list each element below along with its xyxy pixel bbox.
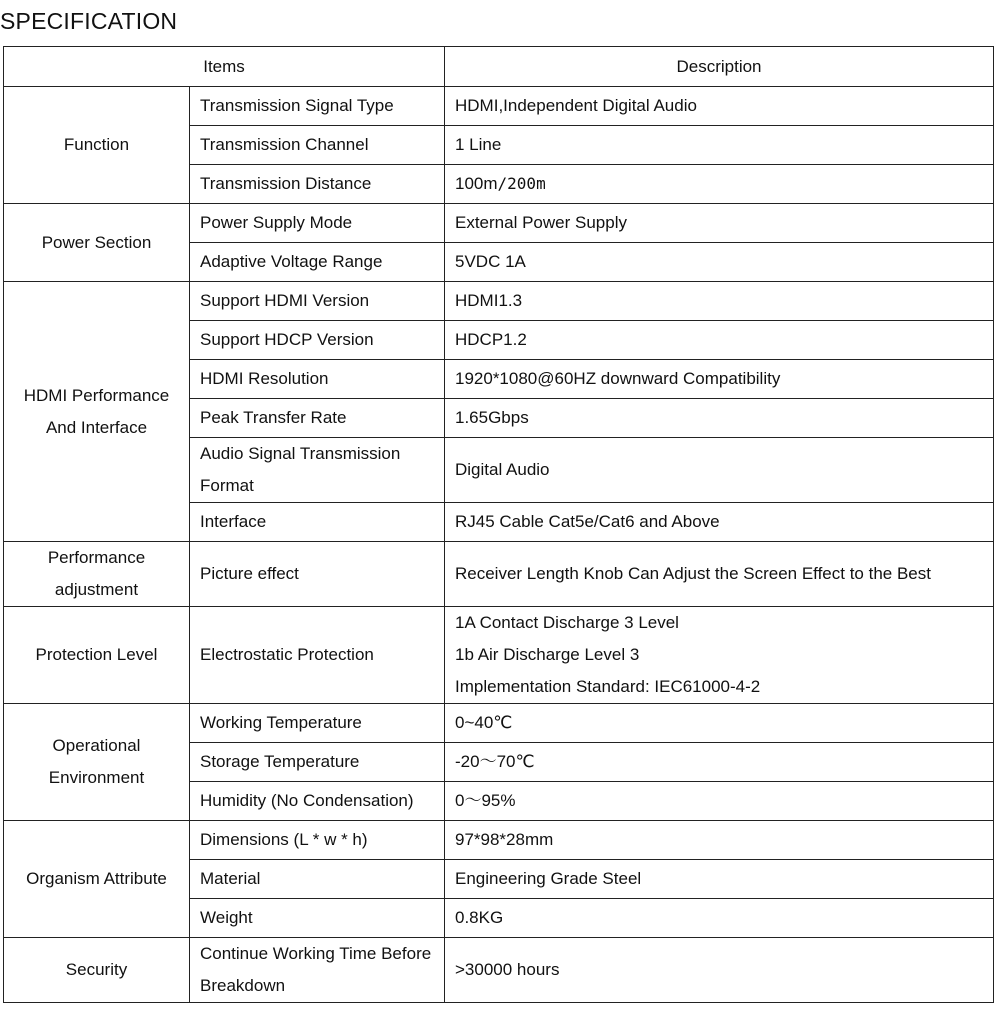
description-line: HDMI,Independent Digital Audio: [455, 96, 697, 115]
item-cell: Adaptive Voltage Range: [190, 243, 445, 282]
item-cell: Storage Temperature: [190, 743, 445, 782]
category-cell: Security: [4, 938, 190, 1003]
description-line: -20～70℃: [455, 752, 535, 771]
description-header: Description: [445, 47, 994, 87]
table-row: [4, 704, 994, 743]
category-cell: Protection Level: [4, 607, 190, 704]
item-cell: Picture effect: [190, 542, 445, 607]
category-cell: Function: [4, 87, 190, 204]
description-cell: [445, 165, 994, 204]
category-cell: HDMI Performance And Interface: [4, 282, 190, 542]
description-line: 1920*1080@60HZ downward Compatibility: [455, 369, 781, 388]
items-header: Items: [4, 47, 445, 87]
description-cell: [445, 743, 994, 782]
page-title: SPECIFICATION: [0, 8, 178, 34]
category-cell: Performance adjustment: [4, 542, 190, 607]
description-line: Implementation Standard: IEC61000-4-2: [455, 677, 761, 696]
description-cell: [445, 399, 994, 438]
description-line: 5VDC 1A: [455, 252, 526, 271]
item-cell: Transmission Channel: [190, 126, 445, 165]
item-cell: Transmission Signal Type: [190, 87, 445, 126]
item-cell: Support HDMI Version: [190, 282, 445, 321]
table-row: [4, 821, 994, 860]
category-cell: Operational Environment: [4, 704, 190, 821]
item-cell: Dimensions (L * w * h): [190, 821, 445, 860]
item-cell: Continue Working Time Before Breakdown: [190, 938, 445, 1003]
description-line: 100m: [455, 174, 498, 193]
description-line: 97*98*28mm: [455, 830, 554, 849]
table-row: [4, 607, 994, 704]
description-line: Digital Audio: [455, 460, 550, 479]
description-cell: [445, 899, 994, 938]
description-cell: [445, 704, 994, 743]
description-cell: [445, 282, 994, 321]
description-extra: /200m: [497, 174, 546, 193]
description-line: HDMI1.3: [455, 291, 523, 310]
table-header-row: [4, 47, 994, 87]
description-line: 1b Air Discharge Level 3: [455, 645, 640, 664]
description-line: 0～95%: [455, 791, 516, 810]
item-cell: Humidity (No Condensation): [190, 782, 445, 821]
description-line: 0~40℃: [455, 713, 513, 732]
item-cell: Peak Transfer Rate: [190, 399, 445, 438]
description-line: HDCP1.2: [455, 330, 527, 349]
description-line: RJ45 Cable Cat5e/Cat6 and Above: [455, 512, 720, 531]
description-cell: [445, 360, 994, 399]
description-cell: [445, 782, 994, 821]
description-cell: [445, 860, 994, 899]
description-cell: [445, 438, 994, 503]
table-row: [4, 938, 994, 1003]
item-cell: Weight: [190, 899, 445, 938]
description-line: >30000 hours: [455, 960, 560, 979]
description-line: 0.8KG: [455, 908, 504, 927]
description-line: External Power Supply: [455, 213, 627, 232]
category-cell: Organism Attribute: [4, 821, 190, 938]
description-cell: [445, 204, 994, 243]
description-cell: [445, 821, 994, 860]
description-line: 1A Contact Discharge 3 Level: [455, 613, 679, 632]
description-cell: [445, 938, 994, 1003]
category-cell: Power Section: [4, 204, 190, 282]
description-line: 1.65Gbps: [455, 408, 529, 427]
description-cell: [445, 321, 994, 360]
table-row: [4, 542, 994, 607]
item-cell: Transmission Distance: [190, 165, 445, 204]
specification-table: [3, 46, 994, 1003]
table-row: [4, 87, 994, 126]
description-cell: [445, 503, 994, 542]
description-cell: [445, 607, 994, 704]
item-cell: Power Supply Mode: [190, 204, 445, 243]
table-body: [4, 87, 994, 1003]
description-cell: [445, 243, 994, 282]
description-line: Receiver Length Knob Can Adjust the Screen Effect to the Best: [455, 564, 931, 583]
item-cell: Audio Signal Transmission Format: [190, 438, 445, 503]
table-row: [4, 204, 994, 243]
item-cell: Interface: [190, 503, 445, 542]
description-line: 1 Line: [455, 135, 502, 154]
item-cell: Support HDCP Version: [190, 321, 445, 360]
table-row: [4, 282, 994, 321]
description-cell: [445, 87, 994, 126]
item-cell: Electrostatic Protection: [190, 607, 445, 704]
description-cell: [445, 126, 994, 165]
description-cell: [445, 542, 994, 607]
item-cell: Working Temperature: [190, 704, 445, 743]
item-cell: HDMI Resolution: [190, 360, 445, 399]
item-cell: Material: [190, 860, 445, 899]
description-line: Engineering Grade Steel: [455, 869, 642, 888]
